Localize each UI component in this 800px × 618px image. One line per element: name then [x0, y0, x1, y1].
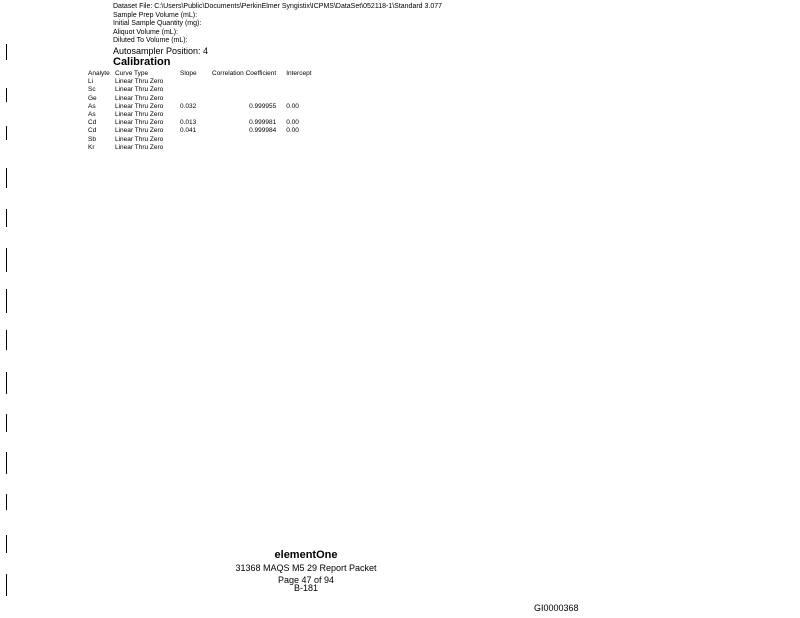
column-header-analyte: Analyte	[88, 70, 110, 77]
cell-corr	[212, 78, 276, 86]
cell-curve: Linear Thru Zero	[115, 78, 164, 86]
cell-intercept	[276, 78, 316, 86]
column-header-slope: Slope	[180, 70, 197, 77]
cell-analyte: Sc	[88, 86, 96, 94]
table-row	[88, 119, 316, 127]
document-id: GI0000368	[534, 603, 579, 613]
cell-curve: Linear Thru Zero	[115, 143, 164, 151]
cell-analyte: As	[88, 111, 96, 119]
cell-corr	[212, 95, 276, 103]
cell-analyte: Kr	[88, 143, 95, 151]
initial-sample-quantity: Initial Sample Quantity (mg):	[113, 20, 202, 28]
cell-corr	[212, 111, 276, 119]
cell-intercept: 0.00	[286, 102, 299, 110]
cell-corr	[212, 86, 276, 94]
calibration-rows	[88, 78, 316, 152]
cell-corr: 0.999955	[249, 102, 277, 110]
cell-corr	[212, 144, 276, 152]
column-header-curve-type: Curve Type	[115, 70, 149, 77]
cell-corr: 0.999984	[249, 127, 277, 135]
cell-slope	[180, 78, 212, 86]
table-row	[88, 86, 316, 94]
calibration-title: Calibration	[113, 56, 171, 68]
cell-slope	[180, 95, 212, 103]
cell-slope: 0.013	[180, 119, 197, 127]
report-title: 31368 MAQS M5 29 Report Packet	[235, 563, 377, 573]
column-header-intercept: Intercept	[286, 70, 312, 77]
scan-edge-marks	[6, 0, 18, 618]
cell-curve: Linear Thru Zero	[115, 94, 164, 102]
cell-intercept	[276, 136, 316, 144]
cell-curve: Linear Thru Zero	[115, 119, 164, 127]
cell-intercept: 0.00	[286, 119, 299, 127]
cell-slope	[180, 136, 212, 144]
cell-analyte: Cd	[88, 119, 97, 127]
page-number: Page 47 of 94	[277, 575, 335, 585]
cell-slope	[180, 86, 212, 94]
table-row	[88, 111, 316, 119]
cell-curve: Linear Thru Zero	[115, 111, 164, 119]
cell-curve: Linear Thru Zero	[115, 127, 164, 135]
cell-analyte: As	[88, 102, 96, 110]
table-row	[88, 103, 316, 111]
cell-intercept	[276, 111, 316, 119]
cell-slope: 0.032	[180, 102, 197, 110]
cell-corr	[212, 136, 276, 144]
cell-corr: 0.999981	[249, 119, 277, 127]
cell-intercept	[276, 95, 316, 103]
sample-metadata	[113, 0, 442, 57]
table-row	[88, 136, 316, 144]
cell-curve: Linear Thru Zero	[115, 135, 164, 143]
table-row	[88, 144, 316, 152]
sample-prep-volume: Sample Prep Volume (mL):	[113, 11, 198, 19]
diluted-to-volume: Diluted To Volume (mL):	[113, 37, 188, 45]
company-name: elementOne	[274, 549, 338, 561]
table-header-row	[88, 70, 316, 78]
cell-curve: Linear Thru Zero	[115, 102, 164, 110]
page-code: B-181	[293, 583, 319, 593]
cell-analyte: Li	[88, 78, 94, 86]
cell-analyte: Ge	[88, 94, 97, 102]
column-header-correlation-coefficient: Correlation Coefficient	[212, 70, 277, 77]
cell-slope	[180, 111, 212, 119]
table-row	[88, 78, 316, 86]
cell-intercept: 0.00	[286, 127, 299, 135]
table-row	[88, 95, 316, 103]
cell-analyte: Sb	[88, 135, 96, 143]
cell-curve: Linear Thru Zero	[115, 86, 164, 94]
aliquot-volume: Aliquot Volume (mL):	[113, 28, 178, 36]
cell-intercept	[276, 86, 316, 94]
cell-analyte: Cd	[88, 127, 97, 135]
autosampler-position: Autosampler Position: 4	[113, 45, 209, 56]
dataset-file: Dataset File: C:\Users\Public\Documents\PerkinElmer Syngistix\ICPMS\DataSet\052118-1\Standard 3.077	[113, 3, 443, 10]
calibration-table	[88, 70, 316, 152]
cell-slope	[180, 144, 212, 152]
table-row	[88, 127, 316, 135]
cell-intercept	[276, 144, 316, 152]
cell-slope: 0.041	[180, 127, 197, 135]
